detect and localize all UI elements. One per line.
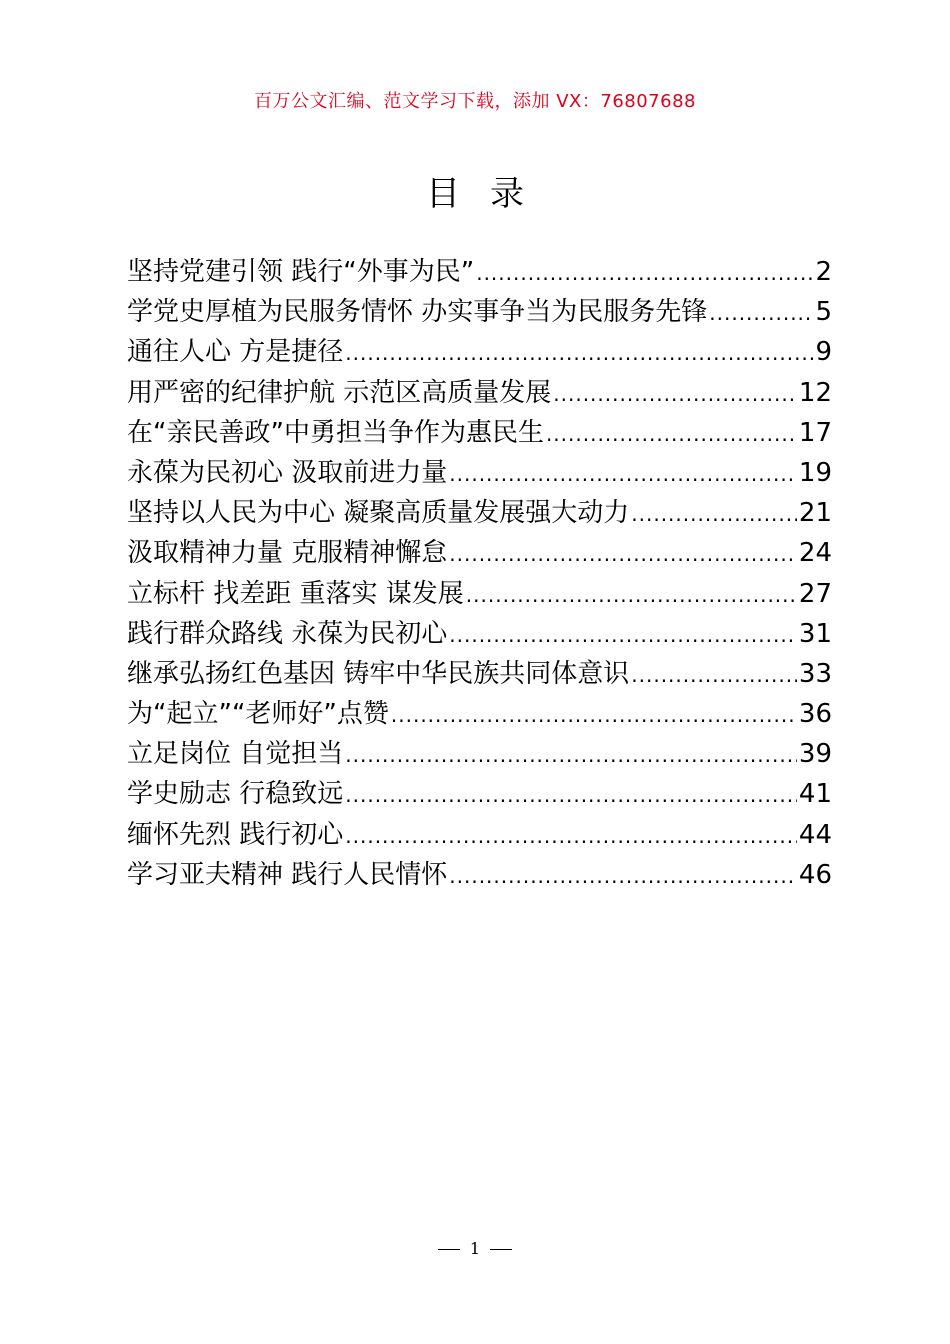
- dot-leader: [631, 493, 797, 533]
- toc-entry[interactable]: [127, 373, 832, 413]
- toc-entry-title: 立标杆 找差距 重落实 谋发展: [127, 578, 464, 609]
- dot-leader: [449, 533, 797, 573]
- toc-entry-page: 39: [798, 739, 832, 770]
- toc-entry-title: 缅怀先烈 践行初心: [127, 819, 344, 850]
- toc-entry-title: 践行群众路线 永葆为民初心: [127, 618, 448, 649]
- dot-leader: [391, 694, 797, 734]
- toc-entry-title: 永葆为民初心 汲取前进力量: [127, 457, 448, 488]
- dot-leader: [345, 734, 797, 774]
- page-footer: [0, 1239, 950, 1258]
- toc-entry[interactable]: [127, 493, 832, 533]
- toc-entry-page: 36: [798, 699, 832, 730]
- toc-entry-title: 学史励志 行稳致远: [127, 779, 344, 810]
- toc-entry[interactable]: [127, 815, 832, 855]
- dot-leader: [449, 855, 797, 895]
- toc-entry-title: 继承弘扬红色基因 铸牢中华民族共同体意识: [127, 658, 630, 689]
- toc-entry-title: 坚持以人民为中心 凝聚高质量发展强大动力: [127, 498, 630, 529]
- toc-entry-page: 41: [798, 779, 832, 810]
- toc-entry-title: 在“亲民善政”中勇担当争作为惠民生: [127, 417, 544, 448]
- dot-leader: [449, 453, 797, 493]
- toc-entry-page: 19: [798, 457, 832, 488]
- toc-entry-page: 12: [798, 377, 832, 408]
- toc-entry-title: 通往人心 方是捷径: [127, 337, 344, 368]
- toc-entry[interactable]: [127, 574, 832, 614]
- page-title: 目录: [426, 174, 554, 214]
- toc-entry[interactable]: [127, 855, 832, 895]
- dot-leader: [345, 332, 813, 372]
- toc-entry[interactable]: [127, 734, 832, 774]
- toc-entry[interactable]: [127, 413, 832, 453]
- dot-leader: [553, 373, 797, 413]
- toc-entry-page: 9: [815, 337, 832, 368]
- toc-entry-page: 31: [798, 618, 832, 649]
- table-of-contents: [127, 252, 832, 895]
- dot-leader: [476, 252, 813, 292]
- toc-entry-page: 2: [815, 257, 832, 287]
- footer-dash-left: [438, 1249, 460, 1250]
- toc-entry-title: 为“起立”“老师好”点赞: [127, 699, 389, 730]
- toc-entry[interactable]: [127, 252, 832, 292]
- dot-leader: [449, 614, 797, 654]
- page-number: 1: [469, 1239, 481, 1258]
- dot-leader: [466, 574, 797, 614]
- toc-entry[interactable]: [127, 654, 832, 694]
- toc-entry-title: 立足岗位 自觉担当: [127, 739, 344, 770]
- toc-entry-page: 24: [798, 538, 832, 569]
- toc-entry-title: 学党史厚植为民服务情怀 办实事争当为民服务先锋: [127, 297, 708, 328]
- toc-entry[interactable]: [127, 694, 832, 734]
- header-note: 百万公文汇编、范文学习下载，添加 VX：76807688: [254, 91, 696, 112]
- toc-entry-page: 5: [815, 297, 832, 328]
- dot-leader: [709, 292, 813, 332]
- toc-entry-page: 46: [798, 859, 832, 890]
- toc-entry-title: 坚持党建引领 践行“外事为民”: [127, 257, 475, 287]
- toc-entry[interactable]: [127, 614, 832, 654]
- dot-leader: [345, 815, 797, 855]
- toc-entry[interactable]: [127, 453, 832, 493]
- toc-entry[interactable]: [127, 533, 832, 573]
- toc-entry[interactable]: [127, 292, 832, 332]
- dot-leader: [631, 654, 797, 694]
- dot-leader: [546, 413, 797, 453]
- toc-entry-page: 17: [798, 417, 832, 448]
- toc-entry[interactable]: [127, 332, 832, 372]
- toc-entry-page: 27: [798, 578, 832, 609]
- toc-entry-title: 汲取精神力量 克服精神懈怠: [127, 538, 448, 569]
- toc-entry-title: 学习亚夫精神 践行人民情怀: [127, 859, 448, 890]
- toc-entry-page: 44: [798, 819, 832, 850]
- dot-leader: [345, 774, 797, 814]
- toc-entry-page: 21: [798, 498, 832, 529]
- toc-entry-page: 33: [798, 658, 832, 689]
- footer-dash-right: [490, 1249, 512, 1250]
- toc-entry-title: 用严密的纪律护航 示范区高质量发展: [127, 377, 552, 408]
- toc-entry[interactable]: [127, 774, 832, 814]
